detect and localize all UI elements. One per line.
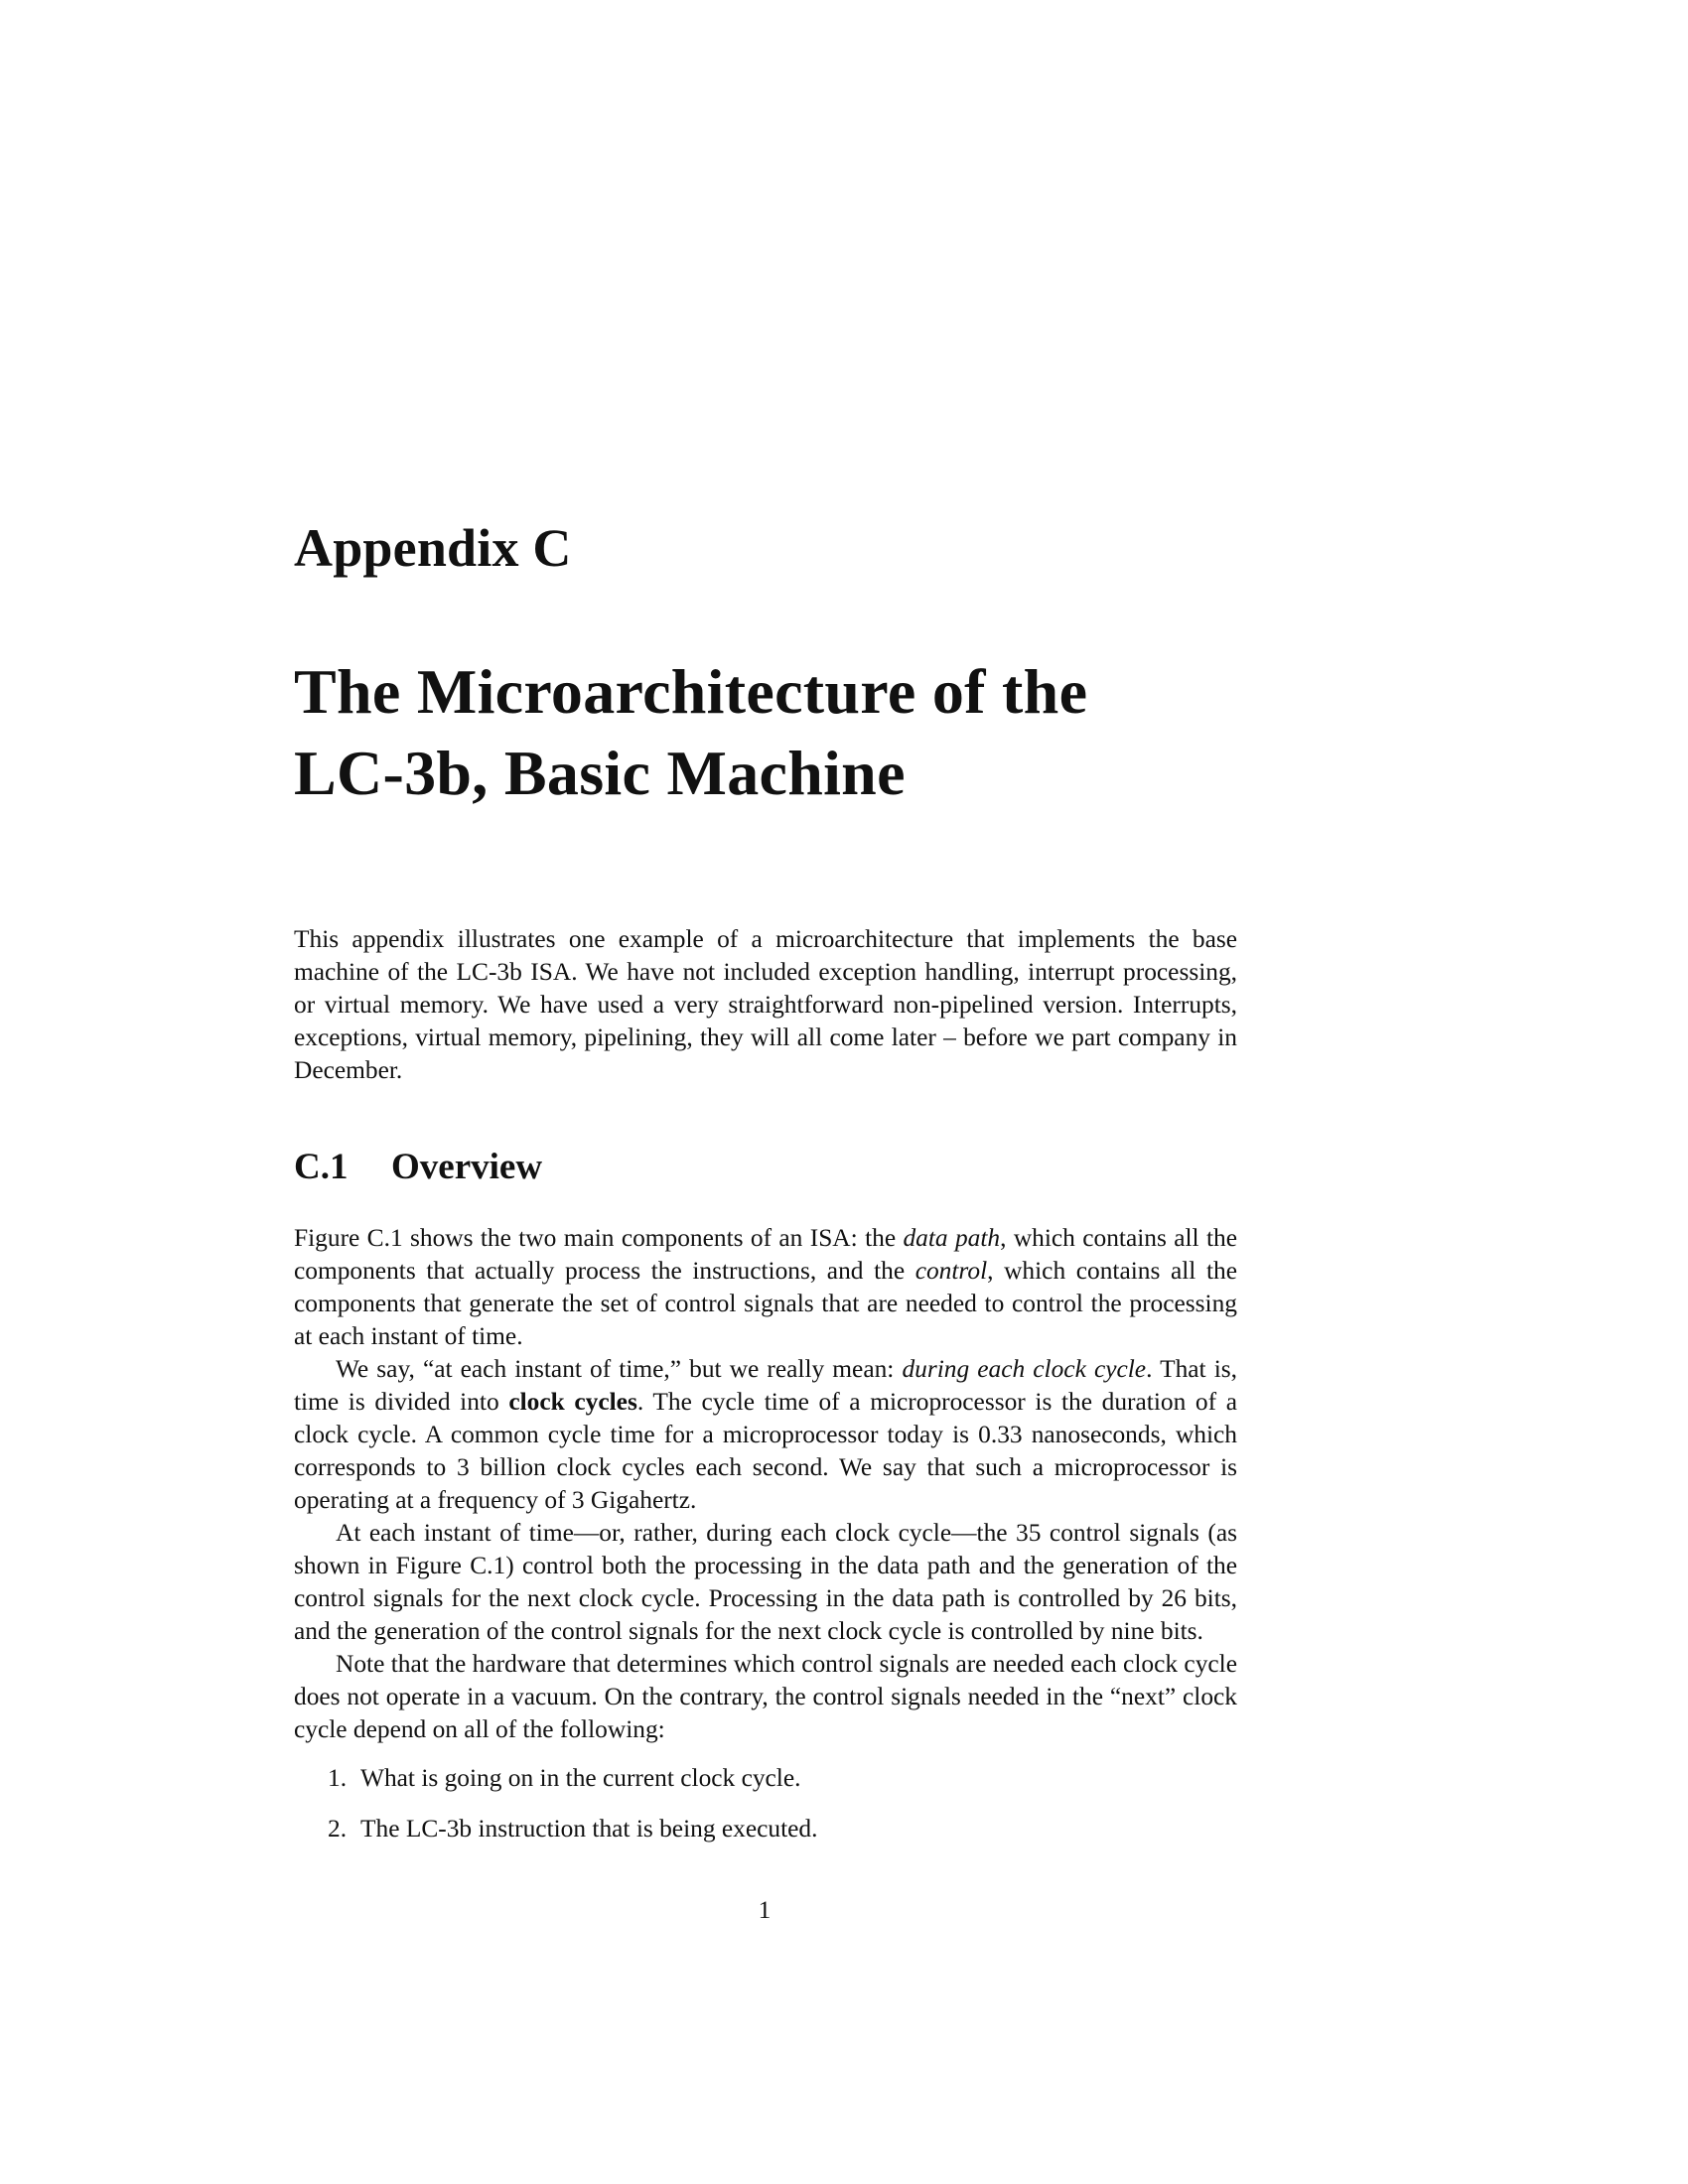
term-during-each-clock-cycle: during each clock cycle	[902, 1355, 1147, 1383]
term-control: control	[914, 1257, 988, 1285]
paragraph-2-part-a: We say, “at each instant of time,” but we really mean:	[336, 1355, 903, 1383]
paragraph-1-part-e: , which contains all the components that generate the set of control signals that are needed to control the processing at each instant of time.	[294, 1257, 1237, 1350]
list-item-text: What is going on in the current clock cycle.	[360, 1764, 801, 1792]
paragraph-4: Note that the hardware that determines which control signals are needed each clock cycle does not operate in a vacuum. On the contrary, the control signals needed in the “next” clock cycle depend on all of the following:	[294, 1650, 1237, 1743]
list-item	[294, 1762, 1237, 1795]
chapter-title	[294, 651, 1237, 814]
list-item-marker: 1.	[328, 1764, 348, 1792]
list-item	[294, 1813, 1237, 1845]
paragraph-1	[294, 1222, 1237, 1353]
paragraph-2	[294, 1353, 1237, 1517]
term-clock-cycles: clock cycles	[508, 1388, 637, 1416]
section-title: Overview	[391, 1147, 543, 1187]
paragraph-1-part-a: Figure C.1 shows the two main components of an ISA: the	[294, 1224, 904, 1252]
paragraph-2-part-e: . The cycle time of a microprocessor is the duration of a clock cycle. A common cycle time for a microprocessor today is 0.33 nanoseconds, which corresponds to 3 billion clock cycles each second. We say that such a microprocessor is operating at a frequency of 3 Gigahertz.	[294, 1388, 1237, 1514]
intro-paragraph: This appendix illustrates one example of a microarchitecture that implements the base machine of the LC-3b ISA. We have not included exception handling, interrupt processing, or virtual memory. We have used a very straightforward non-pipelined version. Interrupts, exceptions, virtual memory, pipelining, they will all come later – before we part company in December.	[294, 925, 1237, 1084]
chapter-title-line-1: The Microarchitecture of the	[294, 656, 1088, 727]
page-number: 1	[758, 1896, 772, 1924]
appendix-label: Appendix C	[294, 518, 572, 578]
numbered-list	[294, 1762, 1237, 1845]
section-number: C.1	[294, 1147, 349, 1187]
text-column	[294, 516, 1237, 1863]
paragraph-2-part-c: . That is, time is divided into	[294, 1355, 1237, 1416]
chapter-title-line-2: LC-3b, Basic Machine	[294, 738, 906, 808]
term-data-path: data path	[903, 1224, 1001, 1252]
paragraph-1-part-c: , which contains all the components that actually process the instructions, and the	[294, 1224, 1237, 1285]
section-heading	[294, 1145, 1237, 1190]
list-item-marker: 2.	[328, 1815, 348, 1843]
list-item-text: The LC-3b instruction that is being executed.	[360, 1815, 818, 1843]
paragraph-3: At each instant of time—or, rather, during each clock cycle—the 35 control signals (as shown in Figure C.1) control both the processing in the data path and the generation of the control signals for the next clock cycle. Processing in the data path is controlled by 26 bits, and the generation of the control signals for the next clock cycle is controlled by nine bits.	[294, 1519, 1237, 1645]
